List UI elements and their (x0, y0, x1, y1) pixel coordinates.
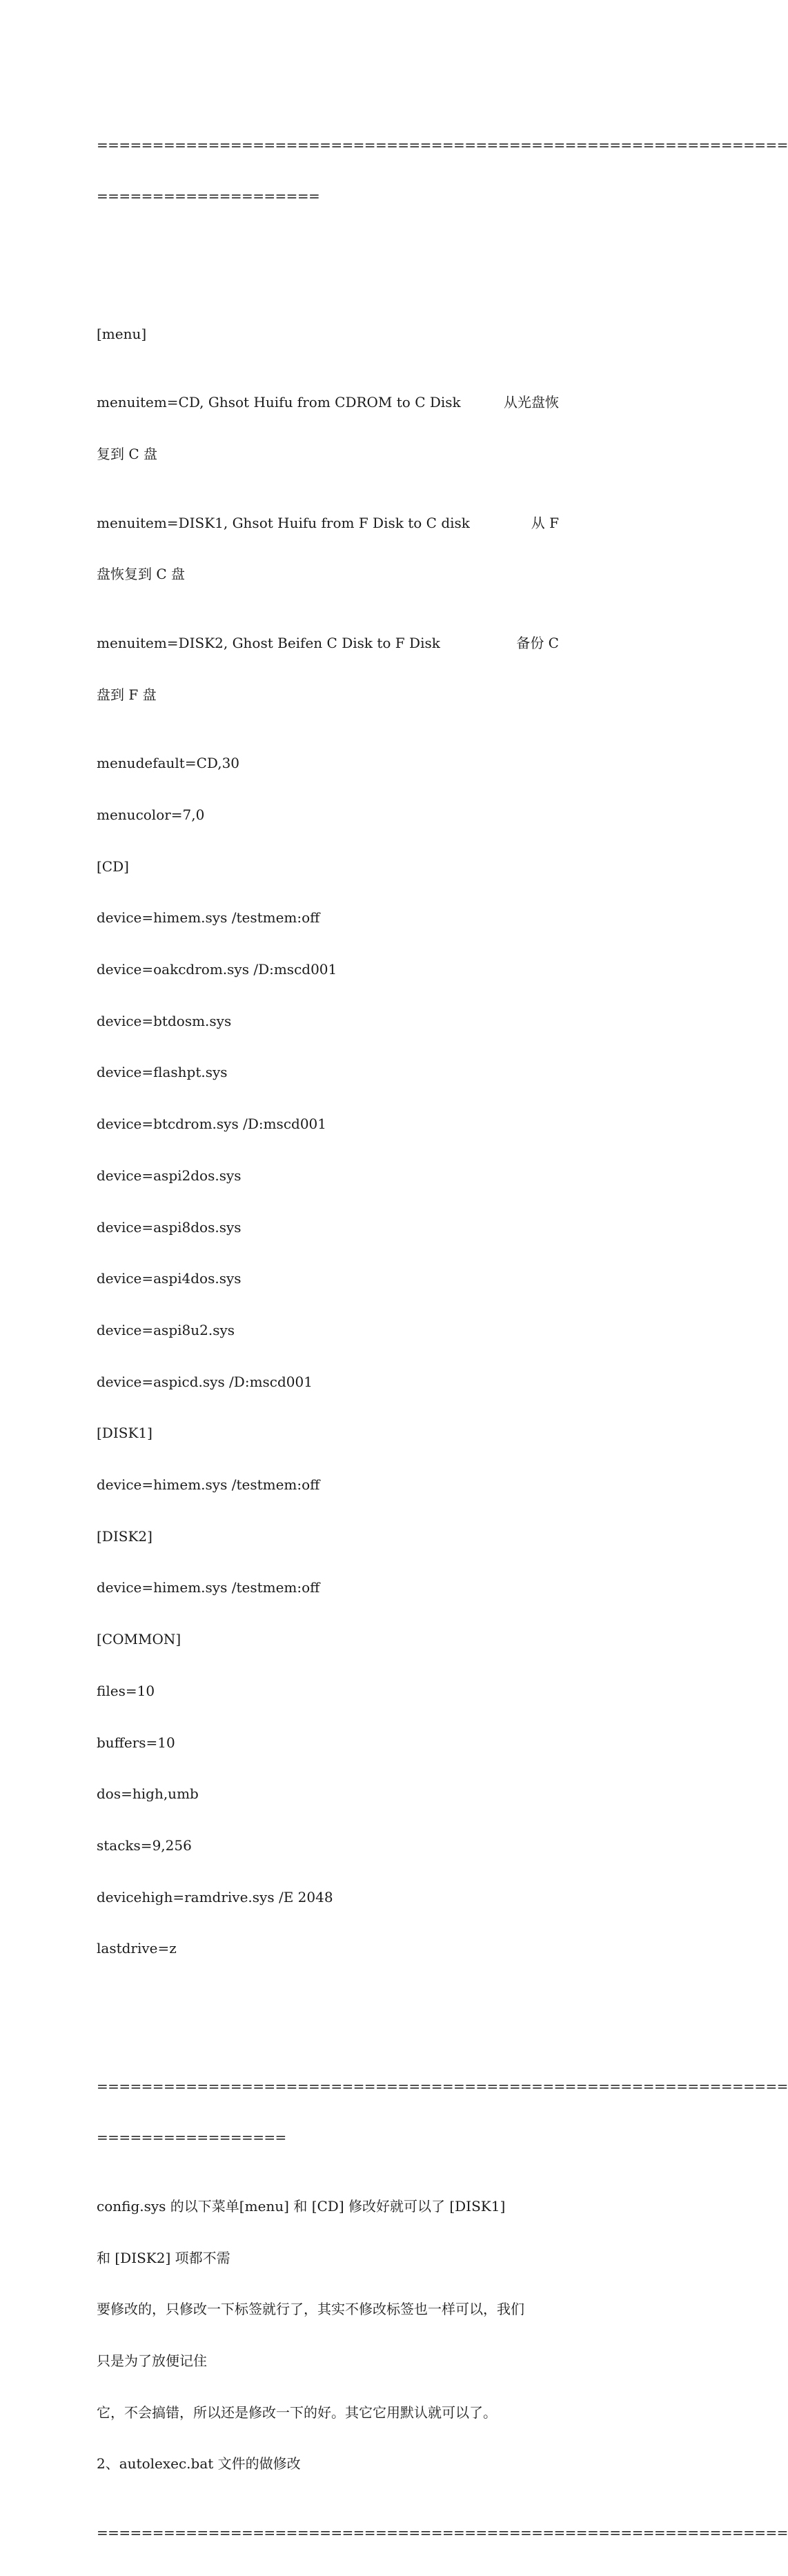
config-line: [DISK2] (97, 1527, 152, 1545)
config-line: device=himem.sys /testmem:off (97, 909, 320, 927)
menu-item-description: 从光盘恢 (504, 394, 559, 411)
menu-item-description: 从 F (531, 514, 559, 531)
menu-item-description-cont: 复到 C 盘 (97, 445, 158, 462)
note-line: config.sys 的以下菜单[menu] 和 [CD] 修改好就可以了 [DISK1] (97, 2197, 506, 2215)
config-line: menucolor=7,0 (97, 806, 205, 823)
menu-item-line (97, 394, 559, 411)
separator-rule: ============================================================== (97, 2077, 788, 2094)
menu-item-command: menuitem=CD, Ghsot Huifu from CDROM to C Disk (97, 394, 461, 411)
config-line: device=aspi8u2.sys (97, 1321, 235, 1338)
menu-item-line (97, 515, 559, 532)
config-line: device=aspi2dos.sys (97, 1167, 242, 1184)
menu-item-description-cont: 盘到 F 盘 (97, 686, 157, 703)
config-line: menudefault=CD,30 (97, 755, 240, 772)
separator-rule: ============================================================== (97, 136, 788, 153)
config-line: device=flashpt.sys (97, 1064, 228, 1081)
menu-item-description: 备份 C (516, 634, 559, 651)
config-line: device=oakcdrom.sys /D:mscd001 (97, 961, 337, 978)
config-line: device=btdosm.sys (97, 1012, 232, 1029)
separator-rule: ==================== (97, 188, 320, 205)
config-line: device=himem.sys /testmem:off (97, 1476, 320, 1494)
separator-rule: ============================================================== (97, 2524, 788, 2542)
document-page (97, 85, 788, 2576)
config-line: [CD] (97, 858, 129, 875)
config-line: device=aspi4dos.sys (97, 1270, 242, 1287)
note-line: 只是为了放便记住 (97, 2352, 207, 2369)
config-line: device=himem.sys /testmem:off (97, 1579, 320, 1596)
menu-item-line (97, 635, 559, 652)
blank-line (97, 257, 559, 274)
note-line: 要修改的，只修改一下标签就行了，其实不修改标签也一样可以，我们 (97, 2301, 524, 2318)
menu-item-command: menuitem=DISK1, Ghsot Huifu from F Disk to C disk (97, 514, 470, 531)
config-line: buffers=10 (97, 1734, 175, 1751)
note-line: 2、autolexec.bat 文件的做修改 (97, 2455, 301, 2473)
config-line: devicehigh=ramdrive.sys /E 2048 (97, 1888, 333, 1905)
config-line: [COMMON] (97, 1631, 181, 1648)
section-header: [menu] (97, 325, 147, 342)
menu-item-description-cont: 盘恢复到 C 盘 (97, 566, 186, 583)
config-line: device=aspi8dos.sys (97, 1218, 242, 1236)
separator-rule: ================= (97, 2129, 286, 2146)
config-line: [DISK1] (97, 1425, 152, 1442)
blank-line (97, 2009, 559, 2026)
menu-item-command: menuitem=DISK2, Ghost Beifen C Disk to F Disk (97, 634, 440, 651)
config-line: device=btcdrom.sys /D:mscd001 (97, 1116, 326, 1133)
note-line: 和 [DISK2] 项都不需 (97, 2249, 230, 2266)
config-line: lastdrive=z (97, 1940, 177, 1957)
config-line: stacks=9,256 (97, 1836, 192, 1854)
config-line: dos=high,umb (97, 1785, 199, 1803)
note-line: 它，不会搞错，所以还是修改一下的好。其它它用默认就可以了。 (97, 2404, 497, 2421)
config-line: files=10 (97, 1682, 155, 1699)
config-line: device=aspicd.sys /D:mscd001 (97, 1373, 313, 1390)
